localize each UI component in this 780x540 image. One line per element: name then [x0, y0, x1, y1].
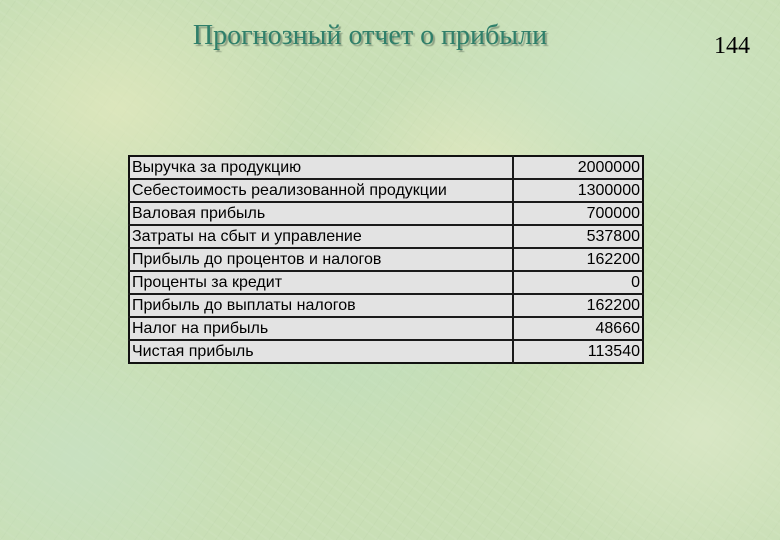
table-row	[129, 225, 643, 248]
table-row	[129, 248, 643, 271]
row-label: Прибыль до выплаты налогов	[129, 294, 513, 317]
table-row	[129, 156, 643, 179]
row-value: 700000	[513, 202, 643, 225]
table-row	[129, 294, 643, 317]
row-label: Выручка за продукцию	[129, 156, 513, 179]
slide-title: Прогнозный отчет о прибыли	[192, 20, 548, 51]
row-label: Себестоимость реализованной продукции	[129, 179, 513, 202]
table-row	[129, 179, 643, 202]
row-value: 48660	[513, 317, 643, 340]
row-label: Чистая прибыль	[129, 340, 513, 363]
row-value: 2000000	[577, 159, 640, 176]
table-row	[129, 317, 643, 340]
table-row	[129, 271, 643, 294]
row-value: 1300000	[513, 179, 643, 202]
profit-forecast-table	[128, 155, 644, 364]
row-value: 537800	[513, 225, 643, 248]
row-label: Налог на прибыль	[129, 317, 513, 340]
row-value: 162200	[513, 248, 643, 271]
page-number: 144	[714, 33, 750, 59]
row-value: 162200	[513, 294, 643, 317]
table-row	[129, 340, 643, 363]
row-value: 113540	[513, 340, 643, 363]
row-label: Проценты за кредит	[129, 271, 513, 294]
row-label: Прибыль до процентов и налогов	[129, 248, 513, 271]
row-label: Затраты на сбыт и управление	[129, 225, 513, 248]
row-label: Валовая прибыль	[129, 202, 513, 225]
row-value: 0	[513, 271, 643, 294]
table-row	[129, 202, 643, 225]
